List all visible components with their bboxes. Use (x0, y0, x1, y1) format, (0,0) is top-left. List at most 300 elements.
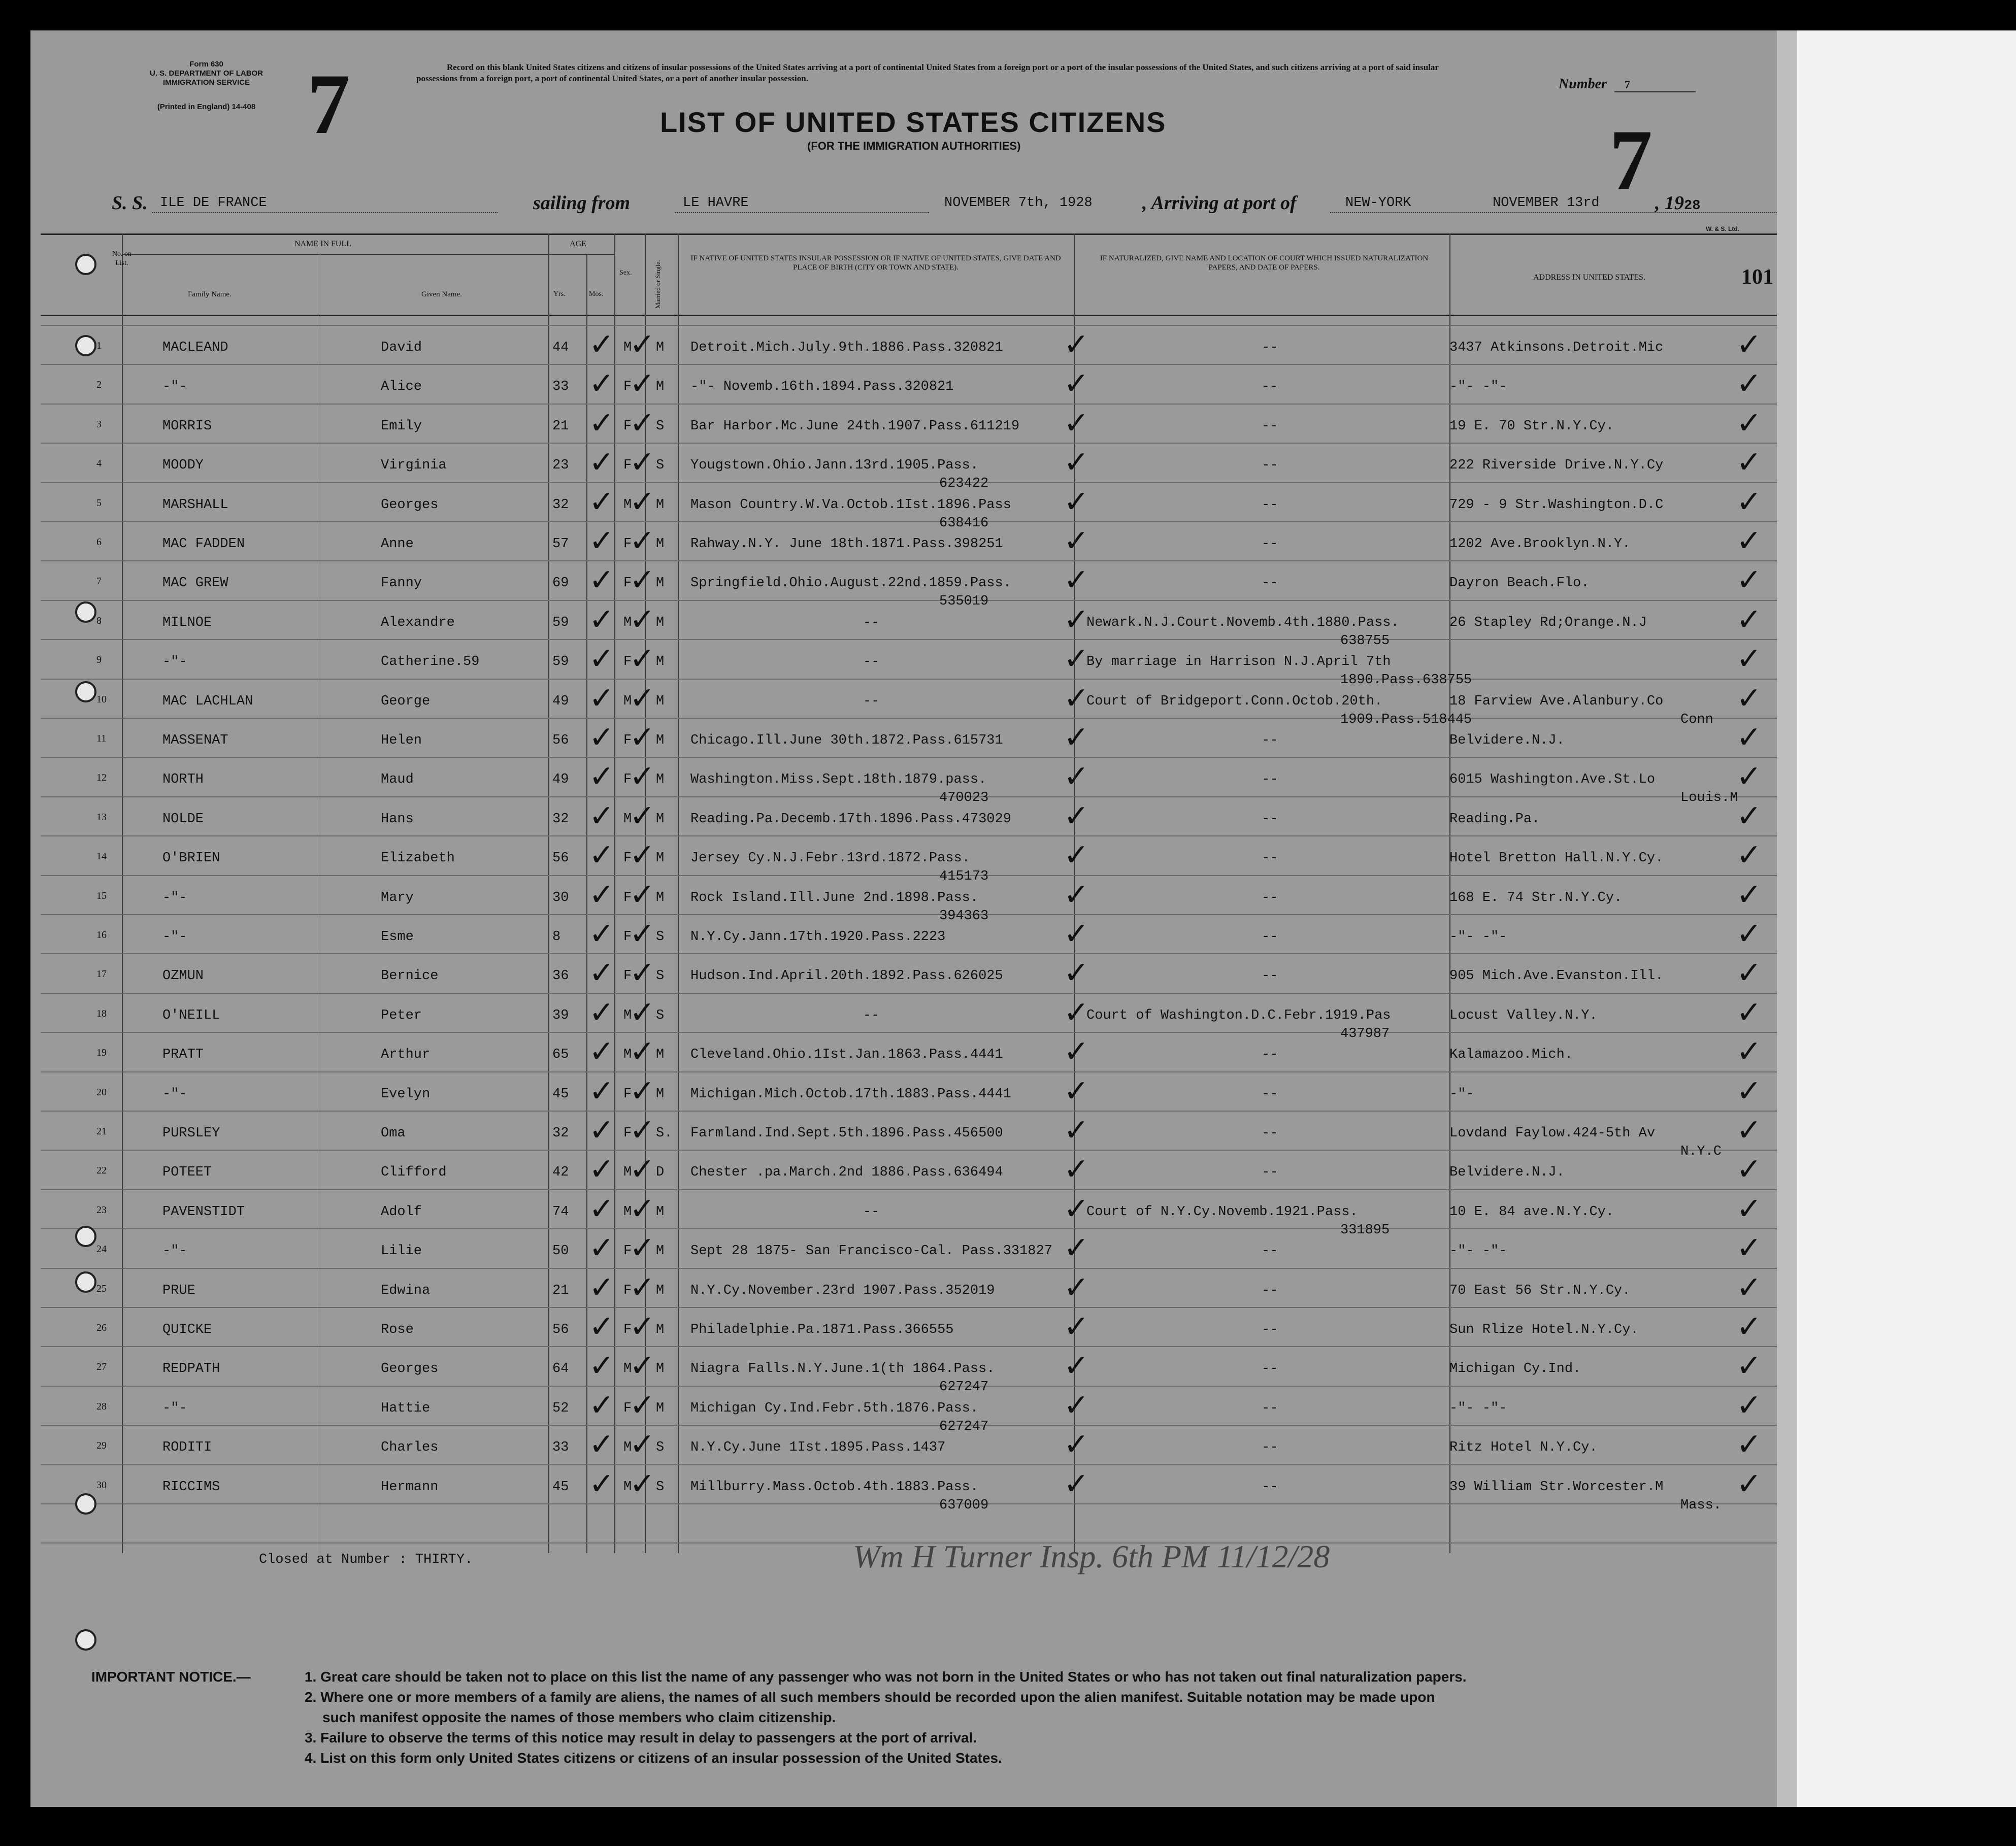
given-name: Emily (381, 419, 422, 434)
age-years: 49 (552, 772, 569, 787)
table-row (30, 327, 1797, 368)
naturalization-info: -- (1262, 1126, 1278, 1141)
check-mark-icon: ✓ (1736, 1073, 1762, 1109)
check-mark-icon: ✓ (1064, 759, 1089, 794)
punch-hole (75, 1629, 96, 1651)
check-mark-icon: ✓ (1736, 327, 1762, 362)
check-mark-icon: ✓ (1736, 798, 1762, 834)
check-mark-icon: ✓ (630, 1348, 655, 1384)
given-name: Esme (381, 929, 414, 945)
birth-info: Springfield.Ohio.August.22nd.1859.Pass. (690, 576, 1011, 591)
check-mark-icon: ✓ (589, 1034, 615, 1069)
port-from: LE HAVRE (683, 195, 749, 211)
given-name: Adolf (381, 1204, 422, 1220)
naturalization-info: -- (1262, 1047, 1278, 1062)
address: 39 William Str.Worcester.M (1449, 1480, 1664, 1495)
family-name: O'BRIEN (162, 851, 220, 866)
row-number: 28 (96, 1401, 107, 1412)
check-mark-icon: ✓ (630, 759, 655, 794)
age-years: 45 (552, 1480, 569, 1495)
check-mark-icon: ✓ (630, 995, 655, 1030)
check-mark-icon: ✓ (1736, 1191, 1762, 1227)
check-mark-icon: ✓ (589, 602, 615, 637)
instructions-text: Record on this blank United States citizens and citizens of insular possessions of the United States arriving at a port of continental United States from a foreign port or a port of the insular possessions of the United States, and such citizens arriving at a port of said insular possessions from a foreign port, a port of continental United States, or a port of another insular possession. (416, 62, 1439, 83)
big-number-left: 7 (307, 56, 350, 152)
table-top-border (41, 233, 1797, 235)
age-years: 36 (552, 968, 569, 984)
address: 70 East 56 Str.N.Y.Cy. (1449, 1283, 1631, 1298)
sex: M (623, 1047, 632, 1062)
punch-hole (75, 681, 96, 702)
given-name: Anne (381, 536, 414, 552)
address-line2: Conn (1680, 712, 1713, 727)
naturalization-info-line2: 638755 (1340, 633, 1390, 649)
check-mark-icon: ✓ (589, 406, 615, 441)
row-number: 9 (96, 654, 102, 665)
naturalization-info: -- (1262, 1361, 1278, 1377)
address: 3437 Atkinsons.Detroit.Mic (1449, 340, 1664, 355)
check-mark-icon: ✓ (589, 1270, 615, 1305)
naturalization-info: -- (1262, 772, 1278, 787)
check-mark-icon: ✓ (589, 1388, 615, 1423)
address-line2: N.Y.C (1680, 1144, 1722, 1159)
check-mark-icon: ✓ (1064, 1230, 1089, 1266)
sex: M (623, 1480, 632, 1495)
check-mark-icon: ✓ (630, 445, 655, 480)
naturalization-info-line2: 1909.Pass.518445 (1340, 712, 1472, 727)
birth-info-line2: 535019 (939, 594, 989, 609)
given-name: Charles (381, 1440, 439, 1455)
address-line2: Mass. (1680, 1498, 1722, 1513)
family-name: RICCIMS (162, 1480, 220, 1495)
table-row (30, 1466, 1797, 1513)
ss-label: S. S. (112, 192, 148, 214)
naturalization-info: -- (1262, 812, 1278, 827)
naturalization-info: -- (1262, 929, 1278, 945)
sex: F (623, 929, 632, 945)
header-address: ADDRESS IN UNITED STATES. (1533, 273, 1645, 282)
row-number: 14 (96, 851, 107, 862)
table-row (30, 406, 1797, 447)
sex: M (623, 1204, 632, 1220)
naturalization-info: -- (1262, 458, 1278, 473)
header-given-name: Given Name. (421, 290, 462, 298)
birth-info: Chicago.Ill.June 30th.1872.Pass.615731 (690, 733, 1003, 748)
sailing-label: sailing from (533, 192, 631, 214)
naturalization-info: -- (1262, 1322, 1278, 1337)
naturalization-info: -- (1262, 576, 1278, 591)
table-row (30, 955, 1797, 997)
birth-info: Washington.Miss.Sept.18th.1879.pass. (690, 772, 987, 787)
closing-line: Closed at Number : THIRTY. (259, 1552, 473, 1567)
birth-info: Rock Island.Ill.June 2nd.1898.Pass. (690, 890, 979, 905)
check-mark-icon: ✓ (1736, 1034, 1762, 1069)
check-mark-icon: ✓ (1064, 1388, 1089, 1423)
birth-info: Detroit.Mich.July.9th.1886.Pass.320821 (690, 340, 1003, 355)
birth-info: Rahway.N.Y. June 18th.1871.Pass.398251 (690, 536, 1003, 552)
family-name: PRUE (162, 1283, 195, 1298)
check-mark-icon: ✓ (1064, 445, 1089, 480)
check-mark-icon: ✓ (1064, 1309, 1089, 1345)
year-to (1655, 192, 1700, 214)
notice-item-4: 4. List on this form only United States citizens or citizens of an insular possession of the United States. (305, 1750, 1002, 1766)
check-mark-icon: ✓ (630, 484, 655, 520)
check-mark-icon: ✓ (630, 523, 655, 559)
check-mark-icon: ✓ (630, 955, 655, 991)
check-mark-icon: ✓ (589, 1191, 615, 1227)
birth-info: -- (863, 694, 880, 709)
naturalization-info-line2: 331895 (1340, 1223, 1390, 1238)
check-mark-icon: ✓ (589, 1427, 615, 1462)
family-name: MAC FADDEN (162, 536, 245, 552)
check-mark-icon: ✓ (589, 523, 615, 559)
address: 19 E. 70 Str.N.Y.Cy. (1449, 419, 1614, 434)
birth-info: -"- Novemb.16th.1894.Pass.320821 (690, 379, 954, 394)
check-mark-icon: ✓ (1064, 1191, 1089, 1227)
naturalization-info: -- (1262, 968, 1278, 984)
header-age: AGE (570, 240, 586, 248)
family-name: MAC GREW (162, 576, 228, 591)
given-name: Hans (381, 812, 414, 827)
row-number: 16 (96, 929, 107, 941)
check-mark-icon: ✓ (1736, 1388, 1762, 1423)
address: 905 Mich.Ave.Evanston.Ill. (1449, 968, 1664, 984)
row-number: 26 (96, 1322, 107, 1333)
naturalization-info: -- (1262, 497, 1278, 513)
row-number: 12 (96, 772, 107, 783)
sex: F (623, 968, 632, 984)
row-number: 3 (96, 419, 102, 430)
sex: F (623, 654, 632, 669)
year-from: 28 (1076, 195, 1093, 211)
given-name: Hermann (381, 1480, 439, 1495)
header-married: Married or Single. (654, 260, 662, 309)
check-mark-icon: ✓ (1064, 798, 1089, 834)
given-name: Arthur (381, 1047, 431, 1062)
check-mark-icon: ✓ (589, 877, 615, 913)
address: -"- -"- (1449, 1244, 1507, 1259)
check-mark-icon: ✓ (630, 798, 655, 834)
birth-info: Michigan Cy.Ind.Febr.5th.1876.Pass. (690, 1401, 979, 1416)
check-mark-icon: ✓ (630, 720, 655, 755)
check-mark-icon: ✓ (1736, 1309, 1762, 1345)
check-mark-icon: ✓ (589, 1230, 615, 1266)
given-name: Rose (381, 1322, 414, 1337)
naturalization-info: Court of N.Y.Cy.Novemb.1921.Pass. (1086, 1204, 1358, 1220)
married-status: D (656, 1165, 665, 1180)
family-name: -"- (162, 890, 187, 905)
check-mark-icon: ✓ (630, 1073, 655, 1109)
check-mark-icon: ✓ (1064, 837, 1089, 873)
given-name: Virginia (381, 458, 447, 473)
given-name: Hattie (381, 1401, 431, 1416)
check-mark-icon: ✓ (1064, 916, 1089, 952)
check-mark-icon: ✓ (630, 916, 655, 952)
married-status: S (656, 419, 665, 434)
check-mark-icon: ✓ (1736, 1230, 1762, 1266)
birth-info-line2: 415173 (939, 869, 989, 884)
age-years: 32 (552, 812, 569, 827)
row-number: 29 (96, 1440, 107, 1451)
check-mark-icon: ✓ (1736, 759, 1762, 794)
check-mark-icon: ✓ (1064, 327, 1089, 362)
row-number: 2 (96, 379, 102, 390)
date-from (944, 195, 1093, 211)
address: 168 E. 74 Str.N.Y.Cy. (1449, 890, 1623, 905)
table-row (30, 1113, 1797, 1159)
given-name: Oma (381, 1126, 406, 1141)
check-mark-icon: ✓ (630, 562, 655, 598)
married-status: S (656, 458, 665, 473)
manifest-sheet (30, 30, 1797, 1807)
year-to-value: 28 (1684, 198, 1701, 214)
married-status: S (656, 968, 665, 984)
address: Hotel Bretton Hall.N.Y.Cy. (1449, 851, 1664, 866)
age-years: 39 (552, 1008, 569, 1023)
sex: M (623, 340, 632, 355)
check-mark-icon: ✓ (589, 1073, 615, 1109)
printed-note: (Printed in England) 14-408 (157, 103, 256, 111)
table-row (30, 1152, 1797, 1193)
check-mark-icon: ✓ (589, 562, 615, 598)
check-mark-icon: ✓ (1736, 1152, 1762, 1187)
check-mark-icon: ✓ (1736, 720, 1762, 755)
married-status: M (656, 1401, 665, 1416)
age-years: 21 (552, 419, 569, 434)
address: 6015 Washington.Ave.St.Lo (1449, 772, 1656, 787)
sex: F (623, 458, 632, 473)
check-mark-icon: ✓ (589, 1466, 615, 1502)
age-years: 56 (552, 1322, 569, 1337)
family-name: NOLDE (162, 812, 204, 827)
family-name: MACLEAND (162, 340, 228, 355)
birth-info: N.Y.Cy.November.23rd 1907.Pass.352019 (690, 1283, 995, 1298)
birth-info: Philadelphie.Pa.1871.Pass.366555 (690, 1322, 954, 1337)
check-mark-icon: ✓ (1064, 562, 1089, 598)
check-mark-icon: ✓ (1736, 1466, 1762, 1502)
year-to-label: , 19 (1655, 192, 1684, 214)
check-mark-icon: ✓ (589, 484, 615, 520)
age-subheader-line (548, 254, 614, 255)
check-mark-icon: ✓ (630, 641, 655, 677)
sex: M (623, 1361, 632, 1377)
birth-info-line2: 637009 (939, 1498, 989, 1513)
check-mark-icon: ✓ (1736, 995, 1762, 1030)
check-mark-icon: ✓ (630, 406, 655, 441)
given-name: Georges (381, 497, 439, 513)
age-years: 69 (552, 576, 569, 591)
age-years: 30 (552, 890, 569, 905)
check-mark-icon: ✓ (1064, 1427, 1089, 1462)
naturalization-info: -- (1262, 1283, 1278, 1298)
age-years: 32 (552, 497, 569, 513)
sex: F (623, 1283, 632, 1298)
family-name: O'NEILL (162, 1008, 220, 1023)
check-mark-icon: ✓ (1736, 602, 1762, 637)
check-mark-icon: ✓ (589, 955, 615, 991)
arriving-label: , Arriving at port of (1142, 192, 1297, 214)
given-name: Mary (381, 890, 414, 905)
check-mark-icon: ✓ (1736, 1427, 1762, 1462)
married-status: M (656, 576, 665, 591)
name-subheader-line (122, 254, 548, 255)
check-mark-icon: ✓ (630, 877, 655, 913)
table-row (30, 1073, 1797, 1115)
big-number-right: 7 (1609, 112, 1653, 208)
check-mark-icon: ✓ (630, 602, 655, 637)
check-mark-icon: ✓ (589, 995, 615, 1030)
row-number: 1 (96, 340, 102, 351)
family-name: OZMUN (162, 968, 204, 984)
age-years: 56 (552, 733, 569, 748)
family-name: MASSENAT (162, 733, 228, 748)
check-mark-icon: ✓ (589, 837, 615, 873)
married-status: M (656, 812, 665, 827)
married-status: S (656, 1008, 665, 1023)
port-to-underline (1330, 212, 1787, 213)
row-number: 15 (96, 890, 107, 901)
address: 729 - 9 Str.Washington.D.C (1449, 497, 1664, 513)
naturalization-info: -- (1262, 1165, 1278, 1180)
birth-info-line2: 470023 (939, 790, 989, 805)
given-name: George (381, 694, 431, 709)
married-status: M (656, 772, 665, 787)
table-row (30, 1191, 1797, 1238)
birth-info: Millburry.Mass.Octob.4th.1883.Pass. (690, 1480, 979, 1495)
family-name: -"- (162, 379, 187, 394)
naturalization-info: -- (1262, 733, 1278, 748)
family-name: MILNOE (162, 615, 212, 630)
sex: M (623, 1440, 632, 1455)
table-row (30, 877, 1797, 924)
check-mark-icon: ✓ (1064, 995, 1089, 1030)
married-status: M (656, 1244, 665, 1259)
family-name: PURSLEY (162, 1126, 220, 1141)
notice-item-3: 3. Failure to observe the terms of this notice may result in delay to passengers at the port of arrival. (305, 1730, 977, 1746)
married-status: M (656, 1047, 665, 1062)
given-name: Elizabeth (381, 851, 455, 866)
married-status: M (656, 890, 665, 905)
given-name: Lilie (381, 1244, 422, 1259)
row-number: 7 (96, 576, 102, 587)
check-mark-icon: ✓ (630, 327, 655, 362)
service-name: IMMIGRATION SERVICE (162, 78, 250, 87)
check-mark-icon: ✓ (1736, 523, 1762, 559)
table-row (30, 641, 1797, 688)
given-name: Maud (381, 772, 414, 787)
birth-info: Yougstown.Ohio.Jann.13rd.1905.Pass. (690, 458, 979, 473)
address: Michigan Cy.Ind. (1449, 1361, 1581, 1377)
punch-hole (75, 1493, 96, 1515)
family-name: -"- (162, 1401, 187, 1416)
table-row (30, 1427, 1797, 1468)
punch-hole (75, 254, 96, 275)
age-years: 21 (552, 1283, 569, 1298)
address: -"- (1449, 1087, 1474, 1102)
row-number: 6 (96, 536, 102, 548)
age-years: 33 (552, 1440, 569, 1455)
check-mark-icon: ✓ (1064, 1034, 1089, 1069)
sex: F (623, 733, 632, 748)
naturalization-info: -- (1262, 851, 1278, 866)
age-years: 33 (552, 379, 569, 394)
check-mark-icon: ✓ (630, 837, 655, 873)
birth-info: Michigan.Mich.Octob.17th.1883.Pass.4441 (690, 1087, 1011, 1102)
sex: F (623, 419, 632, 434)
given-name: Georges (381, 1361, 439, 1377)
check-mark-icon: ✓ (1064, 602, 1089, 637)
age-years: 56 (552, 851, 569, 866)
check-mark-icon: ✓ (630, 1309, 655, 1345)
header-name-in-full: NAME IN FULL (294, 240, 351, 248)
table-row (30, 720, 1797, 761)
given-name: Bernice (381, 968, 439, 984)
notice-item-2a: 2. Where one or more members of a family are aliens, the names of all such members should be recorded upon the alien manifest. Suitable notation may be made upon (305, 1689, 1435, 1705)
check-mark-icon: ✓ (1064, 1152, 1089, 1187)
number-label-text: Number (1559, 76, 1607, 92)
check-mark-icon: ✓ (589, 759, 615, 794)
check-mark-icon: ✓ (630, 1034, 655, 1069)
row-number: 4 (96, 458, 102, 469)
check-mark-icon: ✓ (1064, 1073, 1089, 1109)
header-no: No. on List. (112, 250, 132, 267)
address: 222 Riverside Drive.N.Y.Cy (1449, 458, 1664, 473)
table-row (30, 681, 1797, 727)
given-name: Clifford (381, 1165, 447, 1180)
check-mark-icon: ✓ (630, 681, 655, 716)
dept-name: U. S. DEPARTMENT OF LABOR (150, 69, 263, 78)
married-status: M (656, 536, 665, 552)
family-name: NORTH (162, 772, 204, 787)
row-number: 30 (96, 1480, 107, 1491)
family-name: MARSHALL (162, 497, 228, 513)
check-mark-icon: ✓ (1736, 562, 1762, 598)
address: 18 Farview Ave.Alanbury.Co (1449, 694, 1664, 709)
address: 10 E. 84 ave.N.Y.Cy. (1449, 1204, 1614, 1220)
address: -"- -"- (1449, 379, 1507, 394)
row-number: 25 (96, 1283, 107, 1294)
family-name: PAVENSTIDT (162, 1204, 245, 1220)
table-row (30, 1348, 1797, 1395)
punch-hole (75, 335, 96, 356)
number-value: 7 (1614, 78, 1696, 92)
check-mark-icon: ✓ (1736, 641, 1762, 677)
check-mark-icon: ✓ (589, 641, 615, 677)
check-mark-icon: ✓ (1736, 837, 1762, 873)
birth-info-line2: 638416 (939, 516, 989, 531)
birth-info: Mason Country.W.Va.Octob.1Ist.1896.Pass (690, 497, 1011, 513)
check-mark-icon: ✓ (1064, 955, 1089, 991)
address: Ritz Hotel N.Y.Cy. (1449, 1440, 1598, 1455)
married-status: M (656, 694, 665, 709)
birth-info: -- (863, 654, 880, 669)
married-status: M (656, 497, 665, 513)
table-row (30, 759, 1797, 805)
family-name: -"- (162, 929, 187, 945)
row-number: 23 (96, 1204, 107, 1216)
check-mark-icon: ✓ (589, 445, 615, 480)
punch-hole (75, 1226, 96, 1247)
row-number: 21 (96, 1126, 107, 1137)
address: -"- -"- (1449, 1401, 1507, 1416)
check-mark-icon: ✓ (1736, 1348, 1762, 1384)
check-mark-icon: ✓ (589, 1152, 615, 1187)
given-name: Peter (381, 1008, 422, 1023)
given-name: Helen (381, 733, 422, 748)
row-number: 27 (96, 1361, 107, 1372)
row-rule (41, 325, 1797, 326)
family-name: MOODY (162, 458, 204, 473)
